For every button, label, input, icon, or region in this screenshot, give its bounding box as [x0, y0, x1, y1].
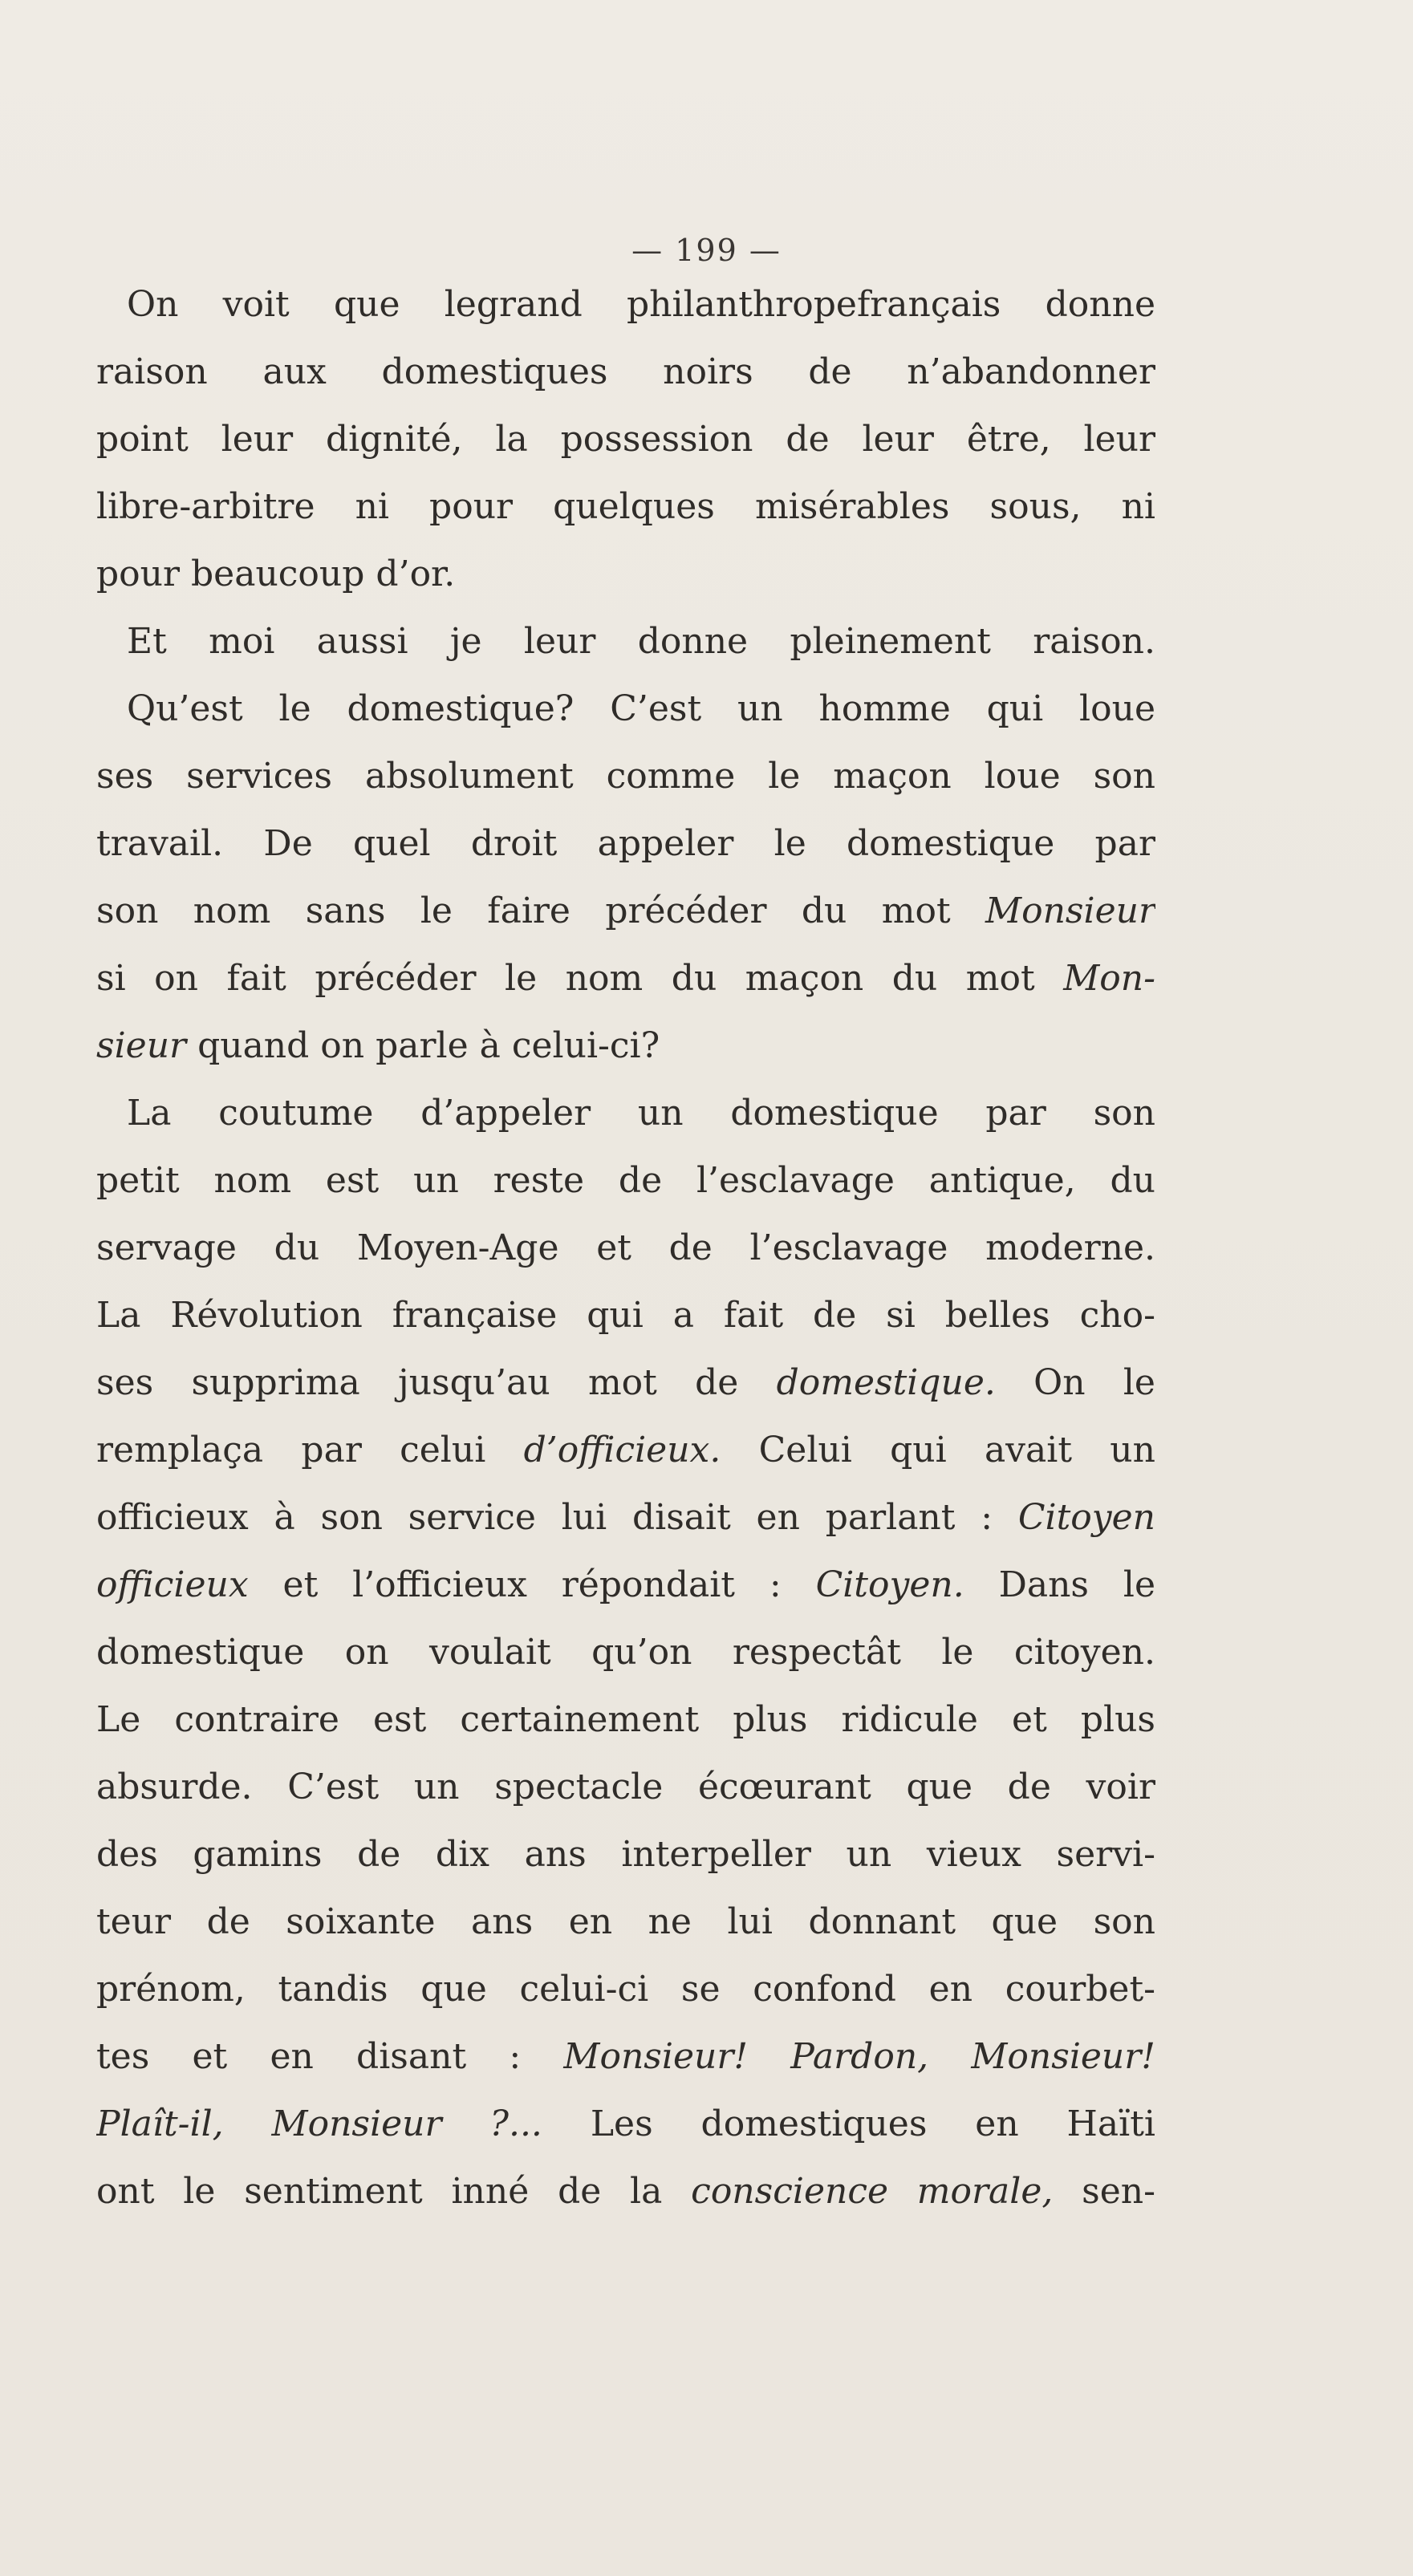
text-line: petit nom est un reste de l’esclavage antique, du [96, 1160, 1155, 1201]
text-line: La coutume d’appeler un domestique par son [127, 1093, 1155, 1134]
italic-term: sieur [96, 1025, 187, 1066]
text-line [96, 2023, 1155, 2091]
text-segment: son nom sans le faire précéder du mot [96, 890, 951, 931]
italic-term: Monsieur! Pardon, Monsieur! [563, 2036, 1155, 2077]
text-line [96, 1552, 1155, 1619]
text-segment: si on fait précéder le nom du maçon du mot [96, 958, 1035, 999]
text-line: pour beaucoup d’or. [96, 554, 456, 594]
text-line [96, 2158, 1155, 2225]
text-line [96, 1349, 1155, 1417]
italic-term: Monsieur [985, 890, 1155, 931]
italic-term: Plaît-il, Monsieur ?... [96, 2103, 542, 2144]
italic-term: domestique. [776, 1362, 996, 1403]
text-line: teur de soixante ans en ne lui donnant que son [96, 1901, 1155, 1942]
text-line: raison aux domestiques noirs de n’abandonner [96, 351, 1155, 392]
text-segment: sen- [1082, 2171, 1155, 2212]
text-segment: quand on parle à celui-ci? [197, 1025, 660, 1066]
text-line [96, 2091, 1155, 2158]
text-line: prénom, tandis que celui-ci se confond en courbet- [96, 1969, 1155, 2010]
text-segment: On le [1033, 1362, 1155, 1403]
text-line: travail. De quel droit appeler le domestique par [96, 823, 1155, 864]
italic-term: officieux [96, 1564, 249, 1605]
text-segment: et l’officieux répondait : [282, 1564, 782, 1605]
text-segment: officieux à son service lui disait en parlant : [96, 1497, 993, 1538]
text-segment: Dans le [998, 1564, 1155, 1605]
text-line [96, 1012, 1155, 1080]
text-line [96, 1484, 1155, 1552]
text-line: servage du Moyen-Age et de l’esclavage moderne. [96, 1227, 1155, 1268]
text-segment: ses supprima jusqu’au mot de [96, 1362, 739, 1403]
text-segment: remplaça par celui [96, 1430, 486, 1471]
text-line: domestique on voulait qu’on respectât le citoyen. [96, 1632, 1155, 1673]
text-line [96, 878, 1155, 945]
text-line: La Révolution française qui a fait de si belles cho- [96, 1295, 1155, 1336]
text-segment: tes et en disant : [96, 2036, 522, 2077]
text-line [96, 1417, 1155, 1484]
text-segment: Celui qui avait un [758, 1430, 1155, 1471]
text-line: des gamins de dix ans interpeller un vieux servi- [96, 1834, 1155, 1875]
text-segment: ont le sentiment inné de la [96, 2171, 663, 2212]
italic-term: Citoyen [1017, 1497, 1155, 1538]
text-line: ses services absolument comme le maçon loue son [96, 756, 1155, 797]
italic-term: Citoyen. [815, 1564, 964, 1605]
page-number: — 199 — [631, 233, 782, 268]
italic-term: Mon- [1063, 958, 1155, 999]
text-line: Le contraire est certainement plus ridicule et plus [96, 1699, 1155, 1740]
text-line: libre-arbitre ni pour quelques misérables sous, ni [96, 486, 1155, 527]
text-line: absurde. C’est un spectacle écœurant que de voir [96, 1767, 1155, 1807]
text-line: Qu’est le domestique? C’est un homme qui loue [127, 688, 1155, 729]
text-segment: Les domestiques en Haïti [590, 2103, 1155, 2144]
text-line [96, 945, 1155, 1012]
text-line: point leur dignité, la possession de leur être, leur [96, 419, 1155, 460]
italic-term: d’officieux. [523, 1430, 721, 1471]
italic-term: conscience morale, [691, 2171, 1054, 2212]
text-line: On voit que legrand philanthropefrançais donne [127, 284, 1155, 325]
body-text [96, 271, 1155, 2225]
text-line: Et moi aussi je leur donne pleinement raison. [127, 621, 1155, 662]
